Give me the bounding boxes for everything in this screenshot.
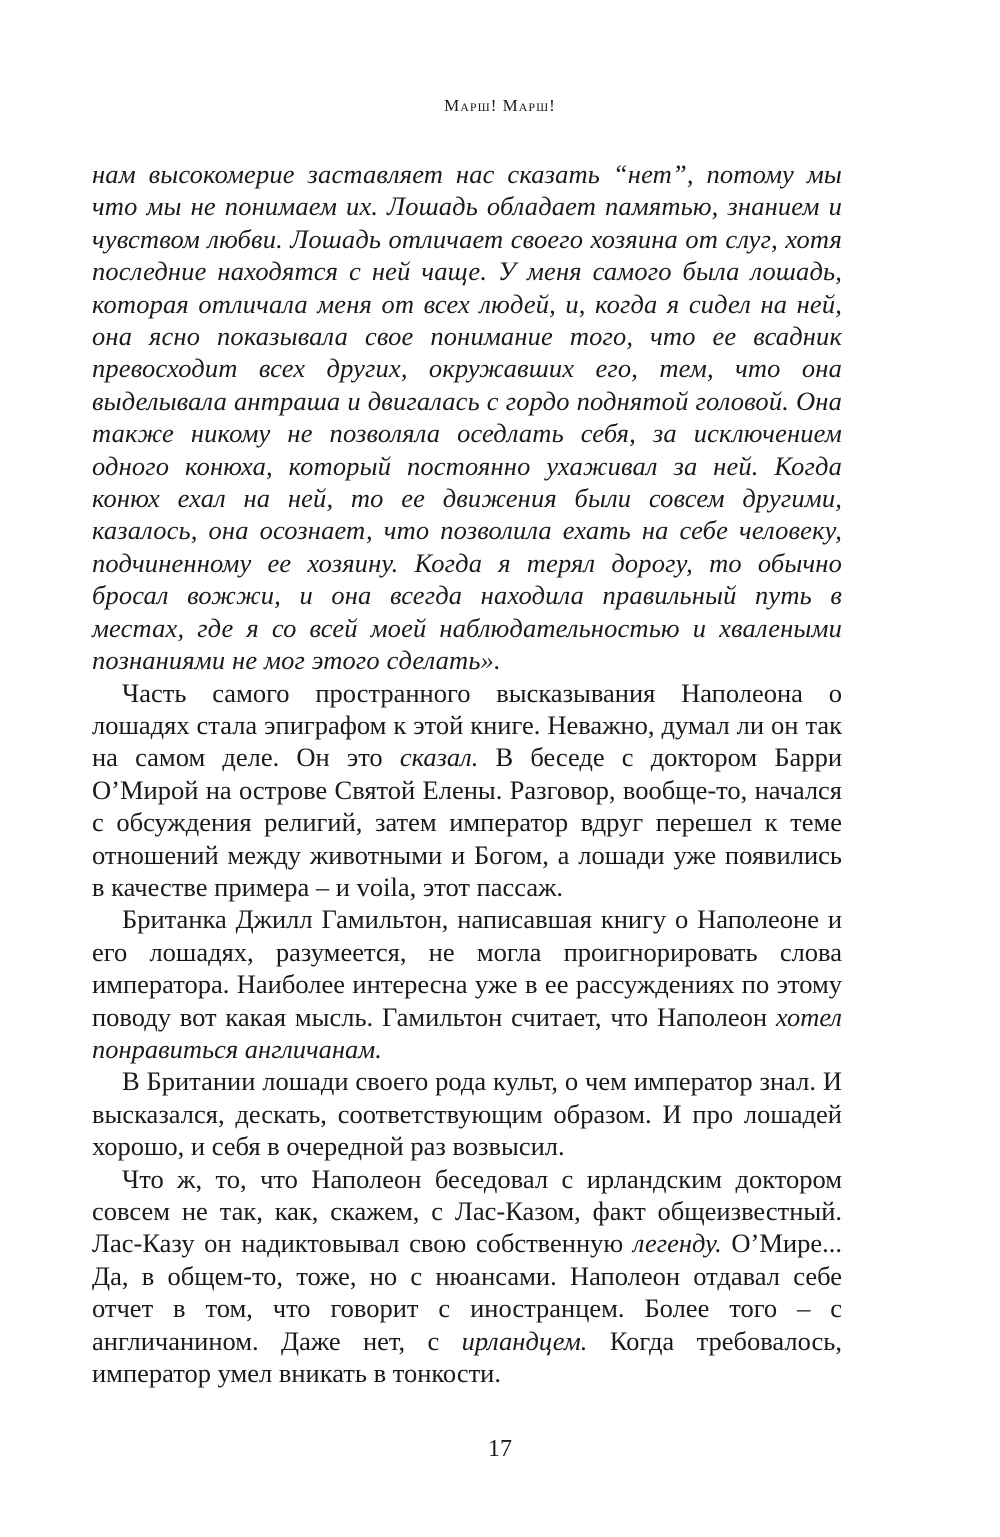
paragraph-3-text-a: В Британии лошади своего рода культ, о чем император знал. И высказался, дескать, соответствующим образом. И про лошадей хорошо, и себя в очередной раз возвысил. — [92, 1066, 842, 1162]
paragraph-1-emphasis: сказал. — [399, 742, 479, 773]
paragraph-1-text-a: Часть самого пространного высказывания Наполеона о лошадях стала эпиграфом к этой книге. Неважно, думал ли он так на самом деле. Он это — [92, 677, 842, 773]
paragraph-4-emphasis-2: ирландцем. — [461, 1325, 588, 1356]
paragraph-2-text-a: Британка Джилл Гамильтон, написавшая книгу о Наполеоне и его лошадях, разумеется, не могла проигнорировать слова императора. Наиболее интересна уже в ее рассуждениях по этому поводу вот какая мысль. Гамильтон считает, что Наполеон — [92, 904, 842, 1032]
paragraph-4-text-a: Что ж, то, что Наполеон беседовал с ирландским доктором совсем не так, как, скажем, с Лас-Казом, факт общеизвестный. Лас-Казу он надиктовывал свою собственную — [92, 1163, 842, 1259]
page-number: 17 — [488, 1436, 512, 1462]
paragraph-4-emphasis-1: легенду. — [632, 1228, 722, 1259]
running-head: Марш! Марш! — [444, 96, 556, 115]
paragraph-4 — [92, 1163, 842, 1390]
paragraph-3 — [92, 1065, 842, 1162]
paragraph-2 — [92, 903, 842, 1065]
paragraph-1 — [92, 677, 842, 904]
page-text — [92, 158, 842, 1389]
epigraph-quote-continuation: нам высокомерие заставляет нас сказать “нет”, потому мы что мы не понимаем их. Лошадь обладает памятью, знанием и чувством любви. Лошадь отличает своего хозяина от слуг, хотя последние находятся с ней чаще. У меня самого была лошадь, которая отличала меня от всех людей, и, когда я сидел на ней, она ясно показывала свое понимание того, что ее всадник превосходит всех других, окружавших его, тем, что она выделывала антраша и двигалась с гордо поднятой головой. Она также никому не позволяла оседлать себя, за исключением одного конюха, который постоянно ухаживал за ней. Когда конюх ехал на ней, то ее движения были совсем другими, казалось, она осознает, что позволила ехать на себе человеку, подчиненному ее хозяину. Когда я терял дорогу, то обычно бросал вожжи, и она всегда находила правильный путь в местах, где я со всей моей наблюдательностью и хвалеными познаниями не мог этого сделать». — [92, 159, 842, 676]
paragraph-4-text-b: О’Мире... Да, в общем-то, тоже, но с нюансами. Наполеон отдавал себе отчет в том, что говорит с иностранцем. Более того – с англичанином. Даже нет, с — [92, 1228, 843, 1356]
paragraph-2-emphasis: хотел понравиться англичанам. — [92, 1001, 842, 1064]
paragraph-4-text-c: Когда требовалось, император умел вникать в тонкости. — [92, 1325, 842, 1389]
paragraph-1-text-b: В беседе с доктором Барри О’Мирой на острове Святой Елены. Разговор, вообще-то, начался с обсуждения религий, затем император вдруг перешел к теме отношений между животными и Богом, а лошади уже появились в качестве примера – и voila, этот пассаж. — [92, 742, 843, 902]
